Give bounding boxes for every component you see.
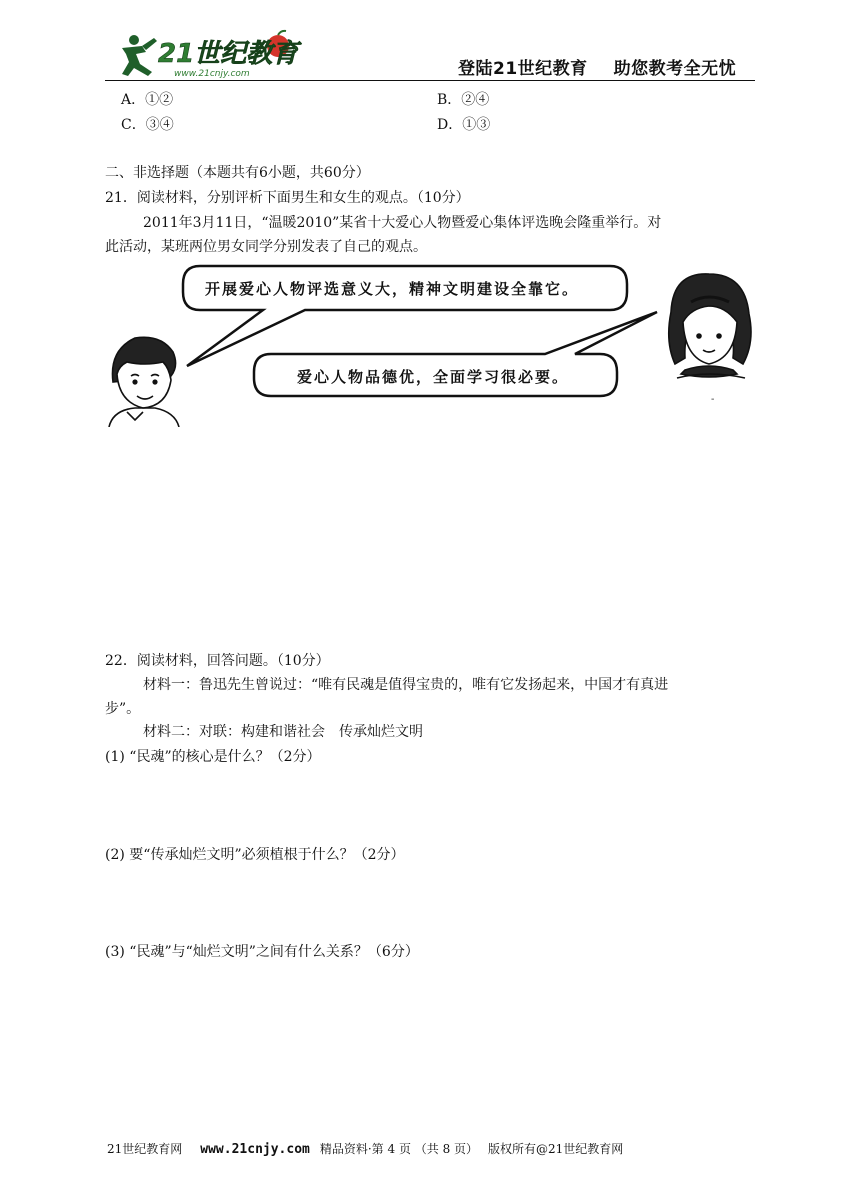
q22-title: 22．阅读材料，回答问题。（10分） <box>105 653 330 669</box>
q22-material2: 材料二：对联：构建和谐社会 传承灿烂文明 <box>143 724 423 740</box>
slogan-left: 登陆21世纪教育 <box>458 59 588 79</box>
footer-site-url[interactable]: www.21cnjy.com <box>200 1142 310 1157</box>
logo-text: 21世纪教育 <box>158 39 299 69</box>
option-d: D．①③ <box>437 117 491 133</box>
q22-sub2: (2) 要“传承灿烂文明”必须植根于什么？（2分） <box>105 847 405 863</box>
bubble-top-text: 开展爱心人物评选意义大，精神文明建设全靠它。 <box>205 280 580 298</box>
q21-paragraph-line2: 此活动，某班两位男女同学分别发表了自己的观点。 <box>105 239 427 255</box>
footer-page-info: 精品资料·第 4 页 （共 8 页） <box>319 1142 479 1156</box>
option-a: A．①② <box>121 92 174 108</box>
page-footer <box>107 1140 623 1157</box>
footer-copyright: 版权所有@21世纪教育网 <box>488 1142 624 1156</box>
q21-paragraph-line1: 2011年3月11日，“温暖2010”某省十大爱心人物暨爱心集体评选晚会隆重举行。对 <box>143 215 662 231</box>
bubble-bottom-text: 爱心人物品德优，全面学习很必要。 <box>297 368 570 386</box>
header-slogan <box>458 54 736 79</box>
girl-figure <box>669 274 751 378</box>
q22-material1-line1: 材料一：鲁迅先生曾说过：“唯有民魂是值得宝贵的，唯有它发扬起来，中国才有真进 <box>143 677 669 693</box>
footer-site-name: 21世纪教育网 <box>107 1142 183 1156</box>
header-divider <box>105 80 755 81</box>
illustration-dash: - <box>711 394 715 405</box>
site-logo <box>112 28 312 80</box>
logo-url: www.21cnjy.com <box>174 69 250 79</box>
section-title: 二、非选择题（本题共有6小题，共60分） <box>105 165 370 181</box>
boy-figure <box>109 337 179 427</box>
option-b: B．②④ <box>437 92 490 108</box>
slogan-right: 助您教考全无忧 <box>613 59 737 79</box>
dialogue-illustration <box>105 262 755 427</box>
q22-sub3: (3) “民魂”与“灿烂文明”之间有什么关系？（6分） <box>105 944 419 960</box>
option-c: C．③④ <box>121 117 174 133</box>
runner-icon <box>122 35 157 76</box>
q22-sub1: (1) “民魂”的核心是什么？（2分） <box>105 749 321 765</box>
q22-material1-line2: 步”。 <box>105 701 141 717</box>
q21-title: 21．阅读材料，分别评析下面男生和女生的观点。（10分） <box>105 190 470 206</box>
